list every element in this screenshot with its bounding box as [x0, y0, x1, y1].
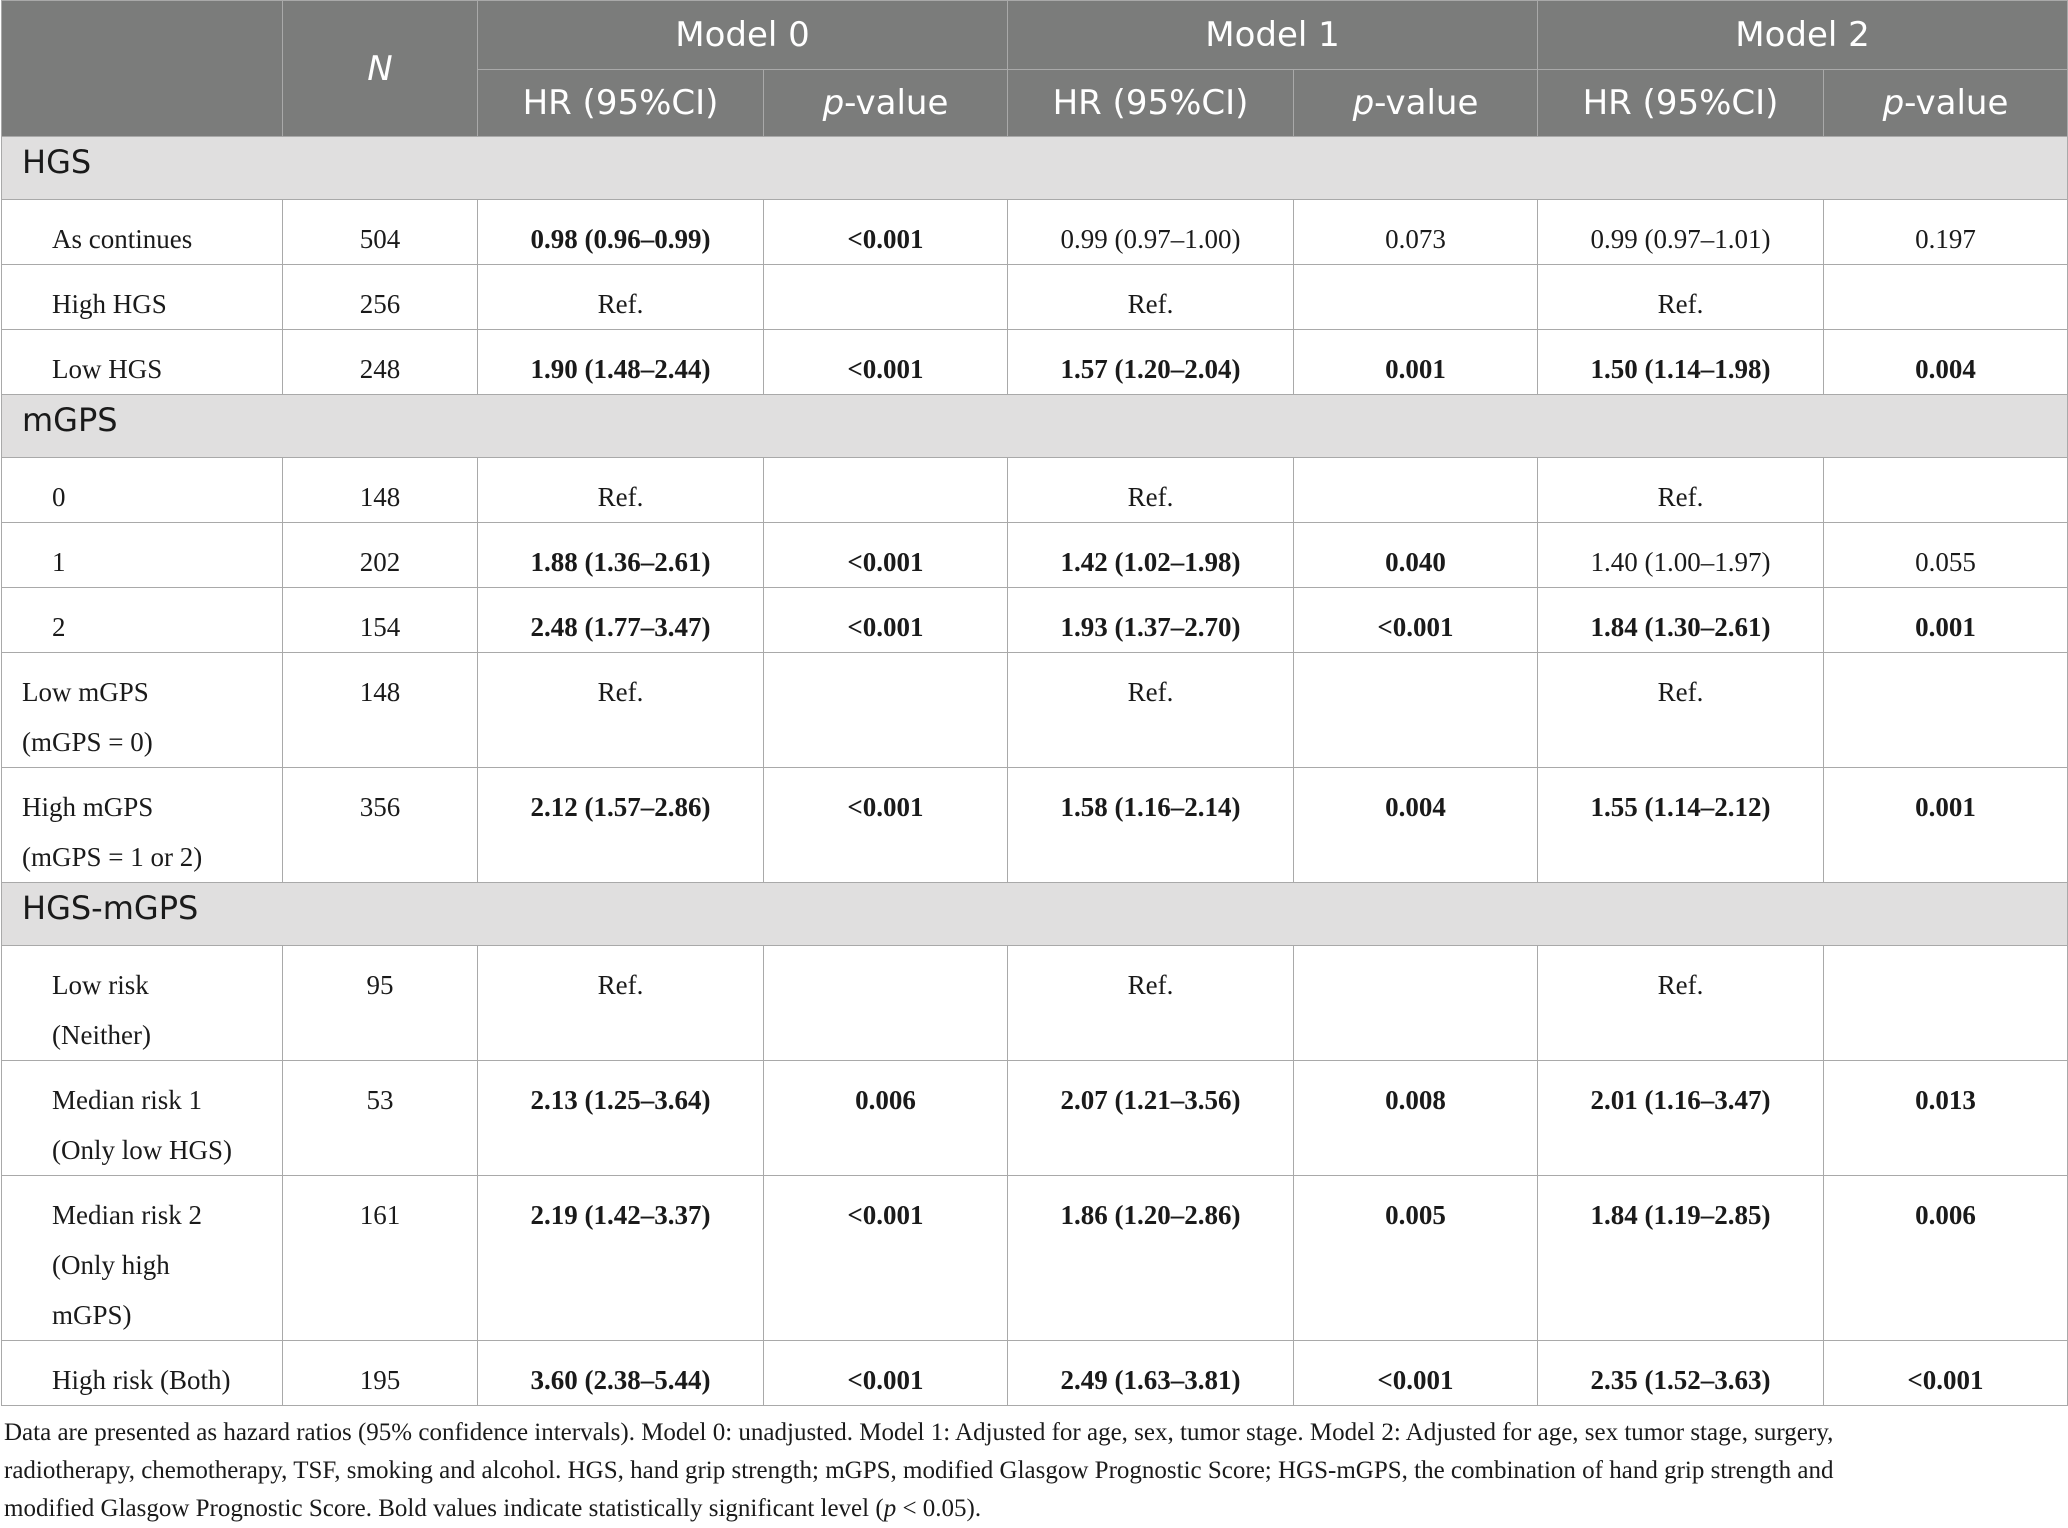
header-n: N — [283, 1, 478, 137]
row-label — [2, 1061, 283, 1176]
cell-hr-model-2: Ref. — [1538, 653, 1824, 768]
cell-p-model-2 — [1824, 458, 2068, 523]
cell-p-model-1: 0.073 — [1294, 200, 1538, 265]
cell-n: 195 — [283, 1341, 478, 1406]
cell-hr-model-2: 1.50 (1.14–1.98) — [1538, 330, 1824, 395]
cell-hr-model-2: Ref. — [1538, 946, 1824, 1061]
section-title: HGS-mGPS — [2, 883, 2068, 946]
row-label-line: Low risk — [52, 970, 149, 1000]
row-label — [2, 653, 283, 768]
row-label-line: Low mGPS — [22, 677, 149, 707]
cell-n: 148 — [283, 458, 478, 523]
cell-hr-model-0: 2.19 (1.42–3.37) — [478, 1176, 764, 1341]
row-label — [2, 946, 283, 1061]
cell-hr-model-1: 1.57 (1.20–2.04) — [1008, 330, 1294, 395]
cell-n: 95 — [283, 946, 478, 1061]
cell-p-model-2: 0.055 — [1824, 523, 2068, 588]
hazard-ratio-table — [1, 0, 2068, 1406]
cell-n: 161 — [283, 1176, 478, 1341]
cell-p-model-1 — [1294, 946, 1538, 1061]
cell-n: 148 — [283, 653, 478, 768]
table-row — [2, 1061, 2068, 1176]
cell-p-model-0 — [764, 653, 1008, 768]
cell-p-model-2 — [1824, 653, 2068, 768]
row-label-line: (Only low HGS) — [52, 1135, 232, 1165]
cell-hr-model-1: 0.99 (0.97–1.00) — [1008, 200, 1294, 265]
header-hr-model-2: HR (95%CI) — [1538, 70, 1824, 137]
row-label — [2, 768, 283, 883]
cell-hr-model-2: 1.84 (1.30–2.61) — [1538, 588, 1824, 653]
row-label: High HGS — [2, 265, 283, 330]
cell-p-model-1: 0.040 — [1294, 523, 1538, 588]
cell-hr-model-0: 2.13 (1.25–3.64) — [478, 1061, 764, 1176]
cell-n: 356 — [283, 768, 478, 883]
cell-hr-model-0: 1.88 (1.36–2.61) — [478, 523, 764, 588]
cell-hr-model-0: 2.12 (1.57–2.86) — [478, 768, 764, 883]
section-title: mGPS — [2, 395, 2068, 458]
cell-hr-model-2: Ref. — [1538, 265, 1824, 330]
cell-p-model-2: 0.197 — [1824, 200, 2068, 265]
table-header — [2, 1, 2068, 137]
cell-p-model-0 — [764, 458, 1008, 523]
cell-n: 202 — [283, 523, 478, 588]
cell-hr-model-2: 2.35 (1.52–3.63) — [1538, 1341, 1824, 1406]
header-p-model-2: p-value — [1824, 70, 2068, 137]
header-p-model-0: p-value — [764, 70, 1008, 137]
table-row — [2, 1341, 2068, 1406]
cell-p-model-0: 0.006 — [764, 1061, 1008, 1176]
cell-p-model-1: 0.005 — [1294, 1176, 1538, 1341]
cell-p-model-2: 0.001 — [1824, 588, 2068, 653]
section-title: HGS — [2, 137, 2068, 200]
cell-hr-model-0: Ref. — [478, 265, 764, 330]
cell-p-model-0: <0.001 — [764, 768, 1008, 883]
cell-p-model-1: 0.004 — [1294, 768, 1538, 883]
row-label-line: (Only high — [52, 1250, 170, 1280]
row-label: 0 — [2, 458, 283, 523]
footnote-p-symbol: p — [883, 1495, 897, 1522]
cell-hr-model-2: 1.84 (1.19–2.85) — [1538, 1176, 1824, 1341]
cell-p-model-2 — [1824, 946, 2068, 1061]
cell-hr-model-0: 1.90 (1.48–2.44) — [478, 330, 764, 395]
row-label-line: Median risk 2 — [52, 1200, 202, 1230]
table-row — [2, 653, 2068, 768]
cell-p-model-0 — [764, 946, 1008, 1061]
cell-p-model-1: 0.008 — [1294, 1061, 1538, 1176]
table-footnote — [4, 1414, 2060, 1528]
header-hr-model-0: HR (95%CI) — [478, 70, 764, 137]
row-label-line: (Neither) — [52, 1020, 151, 1050]
cell-n: 248 — [283, 330, 478, 395]
cell-p-model-1: <0.001 — [1294, 588, 1538, 653]
cell-p-model-2 — [1824, 265, 2068, 330]
footnote-line: Data are presented as hazard ratios (95% confidence intervals). Model 0: unadjusted. Model 1: Adjusted for age, sex, tumor stage. Model 2: Adjusted for age, sex tumor stage, surgery, — [4, 1419, 1834, 1446]
row-label: High risk (Both) — [2, 1341, 283, 1406]
header-empty-cell — [2, 1, 283, 137]
row-label-line: High mGPS — [22, 792, 154, 822]
cell-p-model-1 — [1294, 265, 1538, 330]
cell-p-model-2: <0.001 — [1824, 1341, 2068, 1406]
cell-hr-model-1: Ref. — [1008, 458, 1294, 523]
cell-p-model-0: <0.001 — [764, 1341, 1008, 1406]
cell-hr-model-2: 2.01 (1.16–3.47) — [1538, 1061, 1824, 1176]
footnote-line-end: < 0.05). — [896, 1495, 982, 1522]
cell-hr-model-1: 2.49 (1.63–3.81) — [1008, 1341, 1294, 1406]
cell-hr-model-1: 1.42 (1.02–1.98) — [1008, 523, 1294, 588]
cell-p-model-2: 0.013 — [1824, 1061, 2068, 1176]
row-label-line: mGPS) — [52, 1300, 132, 1330]
cell-hr-model-1: 2.07 (1.21–3.56) — [1008, 1061, 1294, 1176]
header-model-0: Model 0 — [478, 1, 1008, 70]
table-row — [2, 265, 2068, 330]
table-row — [2, 588, 2068, 653]
cell-p-model-1 — [1294, 458, 1538, 523]
row-label-line: (mGPS = 1 or 2) — [22, 842, 203, 872]
cell-p-model-0: <0.001 — [764, 330, 1008, 395]
cell-hr-model-0: 3.60 (2.38–5.44) — [478, 1341, 764, 1406]
cell-hr-model-0: Ref. — [478, 458, 764, 523]
section-header-row — [2, 883, 2068, 946]
cell-hr-model-1: Ref. — [1008, 946, 1294, 1061]
cell-n: 53 — [283, 1061, 478, 1176]
cell-hr-model-1: 1.58 (1.16–2.14) — [1008, 768, 1294, 883]
row-label: As continues — [2, 200, 283, 265]
cell-hr-model-0: Ref. — [478, 946, 764, 1061]
header-model-2: Model 2 — [1538, 1, 2068, 70]
table-row — [2, 768, 2068, 883]
cell-hr-model-2: 0.99 (0.97–1.01) — [1538, 200, 1824, 265]
header-hr-model-1: HR (95%CI) — [1008, 70, 1294, 137]
cell-p-model-0 — [764, 265, 1008, 330]
row-label: 1 — [2, 523, 283, 588]
cell-p-model-2: 0.004 — [1824, 330, 2068, 395]
cell-hr-model-0: 2.48 (1.77–3.47) — [478, 588, 764, 653]
row-label: Low HGS — [2, 330, 283, 395]
cell-hr-model-1: Ref. — [1008, 265, 1294, 330]
row-label: 2 — [2, 588, 283, 653]
cell-p-model-0: <0.001 — [764, 200, 1008, 265]
cell-hr-model-0: 0.98 (0.96–0.99) — [478, 200, 764, 265]
cell-n: 154 — [283, 588, 478, 653]
cell-p-model-2: 0.001 — [1824, 768, 2068, 883]
table-row — [2, 330, 2068, 395]
cell-hr-model-2: 1.55 (1.14–2.12) — [1538, 768, 1824, 883]
cell-hr-model-2: 1.40 (1.00–1.97) — [1538, 523, 1824, 588]
table-row — [2, 1176, 2068, 1341]
cell-hr-model-1: Ref. — [1008, 653, 1294, 768]
row-label — [2, 1176, 283, 1341]
cell-p-model-1: <0.001 — [1294, 1341, 1538, 1406]
table-row — [2, 946, 2068, 1061]
row-label-line: (mGPS = 0) — [22, 727, 153, 757]
cell-hr-model-1: 1.93 (1.37–2.70) — [1008, 588, 1294, 653]
cell-p-model-1: 0.001 — [1294, 330, 1538, 395]
cell-n: 256 — [283, 265, 478, 330]
cell-p-model-0: <0.001 — [764, 1176, 1008, 1341]
header-model-1: Model 1 — [1008, 1, 1538, 70]
header-p-model-1: p-value — [1294, 70, 1538, 137]
cell-p-model-0: <0.001 — [764, 588, 1008, 653]
footnote-line: radiotherapy, chemotherapy, TSF, smoking and alcohol. HGS, hand grip strength; mGPS, modified Glasgow Prognostic Score; HGS-mGPS, the combination of hand grip strength and — [4, 1457, 1834, 1484]
section-header-row — [2, 395, 2068, 458]
cell-p-model-0: <0.001 — [764, 523, 1008, 588]
table-row — [2, 458, 2068, 523]
cell-p-model-1 — [1294, 653, 1538, 768]
cell-p-model-2: 0.006 — [1824, 1176, 2068, 1341]
table-body — [2, 137, 2068, 1406]
row-label-line: Median risk 1 — [52, 1085, 202, 1115]
cell-hr-model-1: 1.86 (1.20–2.86) — [1008, 1176, 1294, 1341]
footnote-line: modified Glasgow Prognostic Score. Bold values indicate statistically significant level ( — [4, 1495, 884, 1522]
table-row — [2, 523, 2068, 588]
cell-n: 504 — [283, 200, 478, 265]
section-header-row — [2, 137, 2068, 200]
table-row — [2, 200, 2068, 265]
cell-hr-model-2: Ref. — [1538, 458, 1824, 523]
cell-hr-model-0: Ref. — [478, 653, 764, 768]
